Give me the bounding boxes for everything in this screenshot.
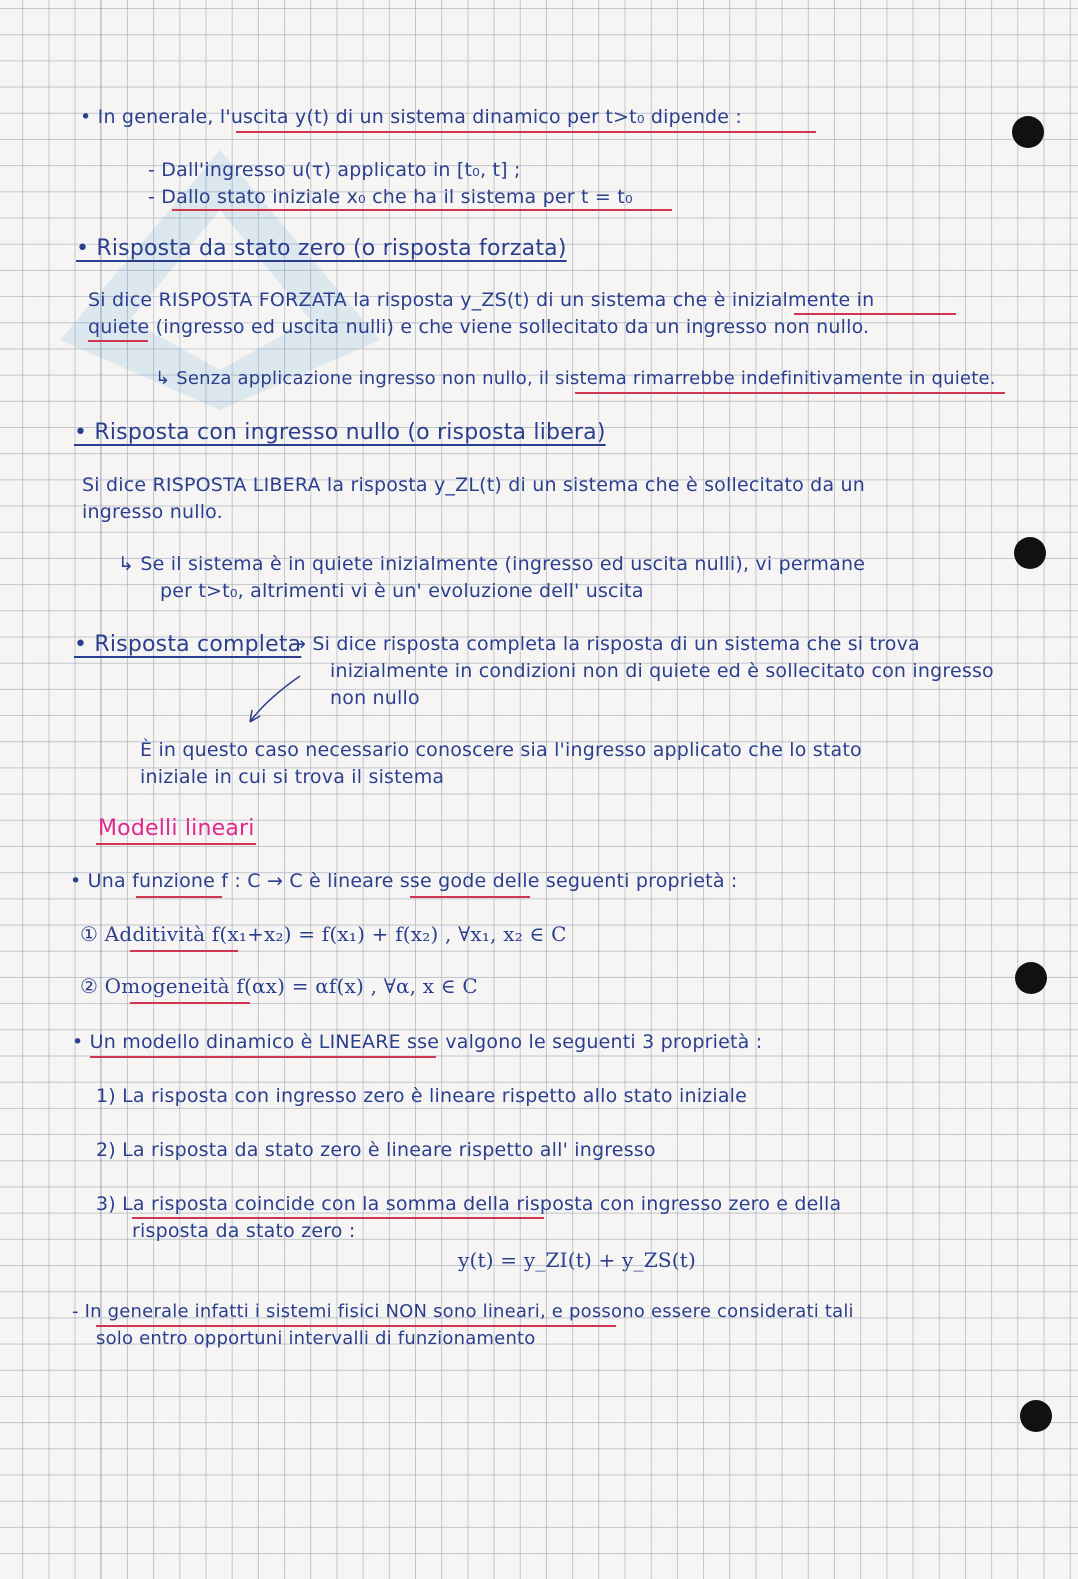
- underline-property-3: [132, 1217, 544, 1219]
- note-completa-1: È in questo caso necessario conoscere sia l'ingresso applicato che lo stato: [140, 739, 862, 761]
- def-completa-2: inizialmente in condizioni non di quiete ed è sollecitato con ingresso: [330, 660, 994, 682]
- underline-sistemi-fisici: [96, 1325, 616, 1327]
- property-3-line-2: risposta da stato zero :: [132, 1220, 356, 1242]
- property-3-line-1: 3) La risposta coincide con la somma della risposta con ingresso zero e della: [96, 1193, 842, 1215]
- def-modello-lineare: • Un modello dinamico è LINEARE sse valgono le seguenti 3 proprietà :: [72, 1031, 763, 1053]
- def-completa-1: → Si dice risposta completa la risposta di un sistema che si trova: [290, 633, 920, 655]
- underline-lineare: [410, 896, 530, 898]
- underline-additivita: [130, 950, 238, 952]
- note-senza-applicazione: ↳ Senza applicazione ingresso non nullo, il sistema rimarrebbe indefinitivamente in quiete.: [155, 368, 996, 389]
- heading-modelli-lineari: Modelli lineari: [98, 816, 255, 841]
- def-forzata-2: quiete (ingresso ed uscita nulli) e che viene sollecitato da un ingresso non nullo.: [88, 316, 870, 338]
- underline-omogeneita: [130, 1002, 250, 1004]
- note-quiete-2: per t>t₀, altrimenti vi è un' evoluzione dell' uscita: [160, 580, 644, 602]
- note-sistemi-fisici-1: - In generale infatti i sistemi fisici NON sono lineari, e possono essere considerati tali: [72, 1301, 854, 1322]
- def-funzione-lineare: • Una funzione f : C → C è lineare sse gode delle seguenti proprietà :: [70, 870, 738, 892]
- heading-risposta-ingresso-nullo: • Risposta con ingresso nullo (o risposta libera): [74, 420, 606, 445]
- intro-line: • In generale, l'uscita y(t) di un sistema dinamico per t>t₀ dipende :: [80, 106, 743, 128]
- property-additivita: ① Additività f(x₁+x₂) = f(x₁) + f(x₂) , ∀x₁, x₂ ∈ C: [80, 922, 567, 946]
- note-completa-2: iniziale in cui si trova il sistema: [140, 766, 445, 788]
- property-omogeneita: ② Omogeneità f(αx) = αf(x) , ∀α, x ∈ C: [80, 974, 478, 998]
- heading-risposta-stato-zero: • Risposta da stato zero (o risposta forzata): [76, 236, 567, 261]
- bullet-input: - Dall'ingresso u(τ) applicato in [t₀, t] ;: [148, 159, 521, 181]
- heading-risposta-completa: • Risposta completa: [74, 632, 302, 657]
- underline-funzione: [136, 896, 222, 898]
- note-sistemi-fisici-2: solo entro opportuni intervalli di funzionamento: [96, 1328, 536, 1349]
- underline-modelli-lineari: [96, 843, 256, 845]
- property-2: 2) La risposta da stato zero è lineare rispetto all' ingresso: [96, 1139, 656, 1161]
- formula-risposta-completa: y(t) = y_ZI(t) + y_ZS(t): [458, 1248, 696, 1272]
- def-forzata-1: Si dice RISPOSTA FORZATA la risposta y_ZS(t) di un sistema che è inizialmente in: [88, 289, 875, 311]
- property-1: 1) La risposta con ingresso zero è lineare rispetto allo stato iniziale: [96, 1085, 748, 1107]
- note-quiete-1: ↳ Se il sistema è in quiete inizialmente (ingresso ed uscita nulli), vi permane: [118, 553, 866, 575]
- def-libera-2: ingresso nullo.: [82, 501, 223, 523]
- bullet-initial-state: - Dallo stato iniziale x₀ che ha il sistema per t = t₀: [148, 186, 633, 208]
- underline-modello-lineare: [90, 1056, 436, 1058]
- def-libera-1: Si dice RISPOSTA LIBERA la risposta y_ZL(t) di un sistema che è sollecitato da un: [82, 474, 866, 496]
- def-completa-3: non nullo: [330, 687, 420, 709]
